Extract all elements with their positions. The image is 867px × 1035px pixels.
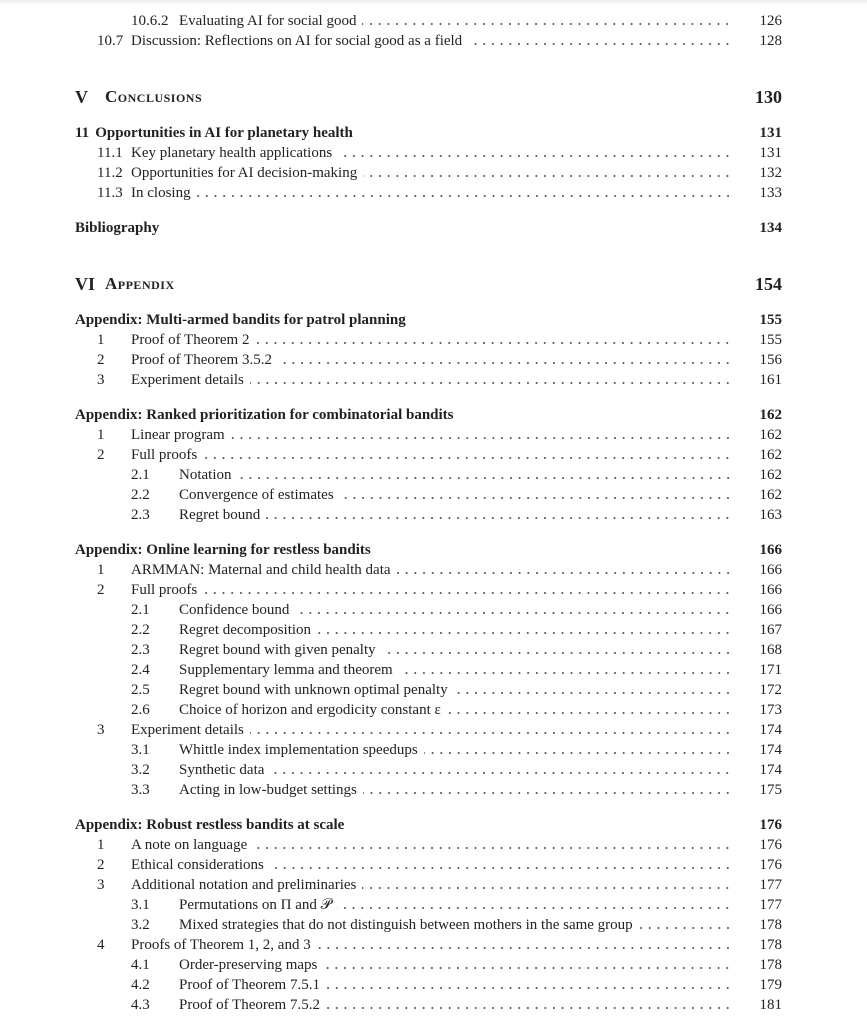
dot-leader xyxy=(231,425,732,445)
page-number: 178 xyxy=(759,917,782,933)
entry-number: 3.2 xyxy=(131,917,150,933)
entry-title: Regret bound with given penalty xyxy=(179,642,376,658)
entry-number: 3.1 xyxy=(131,742,150,758)
entry-title: Order-preserving maps xyxy=(179,957,318,973)
entry-title: Full proofs xyxy=(131,447,198,463)
dot-leader xyxy=(382,640,732,660)
dot-leader xyxy=(326,975,732,995)
page-number: 174 xyxy=(759,742,782,758)
dot-leader xyxy=(454,680,732,700)
dot-leader xyxy=(326,995,732,1015)
toc-entry[interactable] xyxy=(75,580,782,600)
entry-title: Conclusions xyxy=(105,87,203,106)
entry-number: 2.6 xyxy=(131,702,150,718)
entry-title: Supplementary lemma and theorem xyxy=(179,662,393,678)
entry-title: Appendix xyxy=(105,274,175,293)
page-number: 176 xyxy=(759,837,782,853)
toc-chapter[interactable] xyxy=(75,815,782,835)
page-number: 161 xyxy=(759,372,782,388)
toc-entry[interactable] xyxy=(75,720,782,740)
toc-chapter[interactable] xyxy=(75,405,782,425)
page-number: 134 xyxy=(759,220,782,236)
page-number: 155 xyxy=(759,332,782,348)
toc-entry[interactable] xyxy=(75,370,782,390)
toc-entry[interactable] xyxy=(131,11,782,31)
page-number: 133 xyxy=(759,185,782,201)
toc-entry[interactable] xyxy=(75,780,782,800)
dot-leader xyxy=(266,505,732,525)
page-number: 131 xyxy=(759,145,782,161)
entry-number: 4.1 xyxy=(131,957,150,973)
page-number: 155 xyxy=(759,312,782,328)
toc-entry[interactable] xyxy=(75,640,782,660)
entry-number: 3.2 xyxy=(131,762,150,778)
page-number: 166 xyxy=(759,542,782,558)
page-number: 172 xyxy=(759,682,782,698)
dot-leader xyxy=(338,143,732,163)
page-number: 163 xyxy=(759,507,782,523)
dot-leader xyxy=(203,580,732,600)
toc-part[interactable] xyxy=(75,85,782,109)
entry-title: Proof of Theorem 7.5.1 xyxy=(179,977,320,993)
toc-entry[interactable] xyxy=(75,143,782,163)
page-number: 176 xyxy=(759,817,782,833)
page-number: 175 xyxy=(759,782,782,798)
entry-number: 3 xyxy=(97,372,105,388)
page-number: 167 xyxy=(759,622,782,638)
page-number: 162 xyxy=(759,467,782,483)
toc-entry[interactable] xyxy=(75,183,782,203)
toc-entry[interactable] xyxy=(75,895,782,915)
entry-number: 2.1 xyxy=(131,602,150,618)
entry-title: Experiment details xyxy=(131,722,244,738)
dot-leader xyxy=(340,485,732,505)
entry-title: Linear program xyxy=(131,427,225,443)
entry-title: Experiment details xyxy=(131,372,244,388)
entry-number: 4.2 xyxy=(131,977,150,993)
toc-entry[interactable] xyxy=(75,760,782,780)
page-number: 162 xyxy=(759,427,782,443)
entry-number: 2.1 xyxy=(131,467,150,483)
entry-number: 1 xyxy=(97,562,105,578)
entry-title: In closing xyxy=(131,185,191,201)
entry-title: Choice of horizon and ergodicity constant ε xyxy=(179,702,441,718)
page-number: 178 xyxy=(759,957,782,973)
entry-number: V xyxy=(75,87,88,107)
entry-title: Synthetic data xyxy=(179,762,265,778)
entry-title: Convergence of estimates xyxy=(179,487,334,503)
dot-leader xyxy=(639,915,732,935)
entry-number: VI xyxy=(75,274,96,294)
entry-title: Appendix: Ranked prioritization for combinatorial bandits xyxy=(75,407,454,423)
entry-title: Permutations on Π and 𝒫 xyxy=(179,897,332,913)
dot-leader xyxy=(278,350,732,370)
entry-title: Opportunities for AI decision-making xyxy=(131,165,358,181)
dot-leader xyxy=(362,11,732,31)
dot-leader xyxy=(468,31,732,51)
dot-leader xyxy=(238,465,733,485)
entry-title: Mixed strategies that do not distinguish between mothers in the same group xyxy=(179,917,633,933)
entry-title: Opportunities in AI for planetary health xyxy=(95,125,353,141)
page-number: 174 xyxy=(759,722,782,738)
entry-title: Full proofs xyxy=(131,582,198,598)
entry-number: 11.2 xyxy=(97,165,123,181)
entry-title: Regret bound xyxy=(179,507,261,523)
toc-entry[interactable] xyxy=(75,935,782,955)
toc-entry[interactable] xyxy=(75,915,782,935)
page-number: 162 xyxy=(759,487,782,503)
entry-number: 3 xyxy=(97,722,105,738)
entry-title: Additional notation and preliminaries xyxy=(131,877,357,893)
page-number: 176 xyxy=(759,857,782,873)
dot-leader xyxy=(255,330,732,350)
dot-leader xyxy=(363,163,732,183)
entry-number: 11.1 xyxy=(97,145,123,161)
page-number: 126 xyxy=(759,13,782,29)
toc-entry[interactable] xyxy=(75,855,782,875)
entry-number: 2.2 xyxy=(131,622,150,638)
toc-entry[interactable] xyxy=(75,835,782,855)
entry-title: Proof of Theorem 3.5.2 xyxy=(131,352,272,368)
entry-title: Appendix: Robust restless bandits at scale xyxy=(75,817,345,833)
toc-entry[interactable] xyxy=(75,505,782,525)
toc-entry[interactable] xyxy=(75,350,782,370)
dot-leader xyxy=(317,935,732,955)
dot-leader xyxy=(337,895,732,915)
entry-number: 2.4 xyxy=(131,662,150,678)
entry-number: 11 xyxy=(75,125,90,141)
page-number: 162 xyxy=(759,447,782,463)
entry-number: 2.3 xyxy=(131,642,150,658)
dot-leader xyxy=(250,370,732,390)
toc-entry[interactable] xyxy=(75,620,782,640)
toc-entry[interactable] xyxy=(75,485,782,505)
toc-entry[interactable] xyxy=(75,600,782,620)
entry-title: Discussion: Reflections on AI for social good as a field xyxy=(131,33,463,49)
page-number: 178 xyxy=(759,937,782,953)
page-number: 179 xyxy=(759,977,782,993)
page-number: 130 xyxy=(755,87,782,107)
entry-number: 11.3 xyxy=(97,185,123,201)
entry-title: Proof of Theorem 7.5.2 xyxy=(179,997,320,1013)
entry-title: Bibliography xyxy=(75,220,160,236)
dot-leader xyxy=(363,780,732,800)
page-number: 166 xyxy=(759,602,782,618)
dot-leader xyxy=(295,600,732,620)
toc-entry[interactable] xyxy=(75,465,782,485)
entry-number: 4 xyxy=(97,937,105,953)
dot-leader xyxy=(323,955,732,975)
page-number: 131 xyxy=(759,125,782,141)
entry-number: 3 xyxy=(97,877,105,893)
entry-number: 2.2 xyxy=(131,487,150,503)
dot-leader xyxy=(397,560,732,580)
entry-number: 2 xyxy=(97,857,105,873)
toc-entry[interactable] xyxy=(75,700,782,720)
toc-entry[interactable] xyxy=(75,31,782,51)
entry-title: Key planetary health applications xyxy=(131,145,333,161)
dot-leader xyxy=(424,740,732,760)
entry-number: 2.5 xyxy=(131,682,150,698)
toc-entry[interactable] xyxy=(75,660,782,680)
dot-leader xyxy=(317,620,732,640)
entry-title: Acting in low-budget settings xyxy=(179,782,357,798)
entry-number: 1 xyxy=(97,837,105,853)
entry-number: 2 xyxy=(97,352,105,368)
entry-title: Appendix: Online learning for restless bandits xyxy=(75,542,371,558)
page-number: 132 xyxy=(759,165,782,181)
entry-title: Evaluating AI for social good xyxy=(179,13,357,29)
toc-entry[interactable] xyxy=(75,680,782,700)
dot-leader xyxy=(250,720,732,740)
entry-title: Proofs of Theorem 1, 2, and 3 xyxy=(131,937,311,953)
entry-title: ARMMAN: Maternal and child health data xyxy=(131,562,391,578)
page-number: 177 xyxy=(759,877,782,893)
dot-leader xyxy=(253,835,732,855)
entry-title: Proof of Theorem 2 xyxy=(131,332,250,348)
page-number: 166 xyxy=(759,562,782,578)
entry-title: Ethical considerations xyxy=(131,857,264,873)
entry-number: 10.6.2 xyxy=(131,13,169,29)
toc-chapter[interactable] xyxy=(75,540,782,560)
page-number: 181 xyxy=(759,997,782,1013)
entry-number: 4.3 xyxy=(131,997,150,1013)
dot-leader xyxy=(447,700,732,720)
page-number: 156 xyxy=(759,352,782,368)
page-number: 177 xyxy=(759,897,782,913)
page-number: 166 xyxy=(759,582,782,598)
page-number: 162 xyxy=(759,407,782,423)
toc-chapter[interactable] xyxy=(75,218,782,238)
page-number: 128 xyxy=(759,33,782,49)
toc-entry[interactable] xyxy=(75,560,782,580)
dot-leader xyxy=(270,760,732,780)
entry-title: Regret decomposition xyxy=(179,622,312,638)
toc-entry[interactable] xyxy=(75,163,782,183)
toc-entry[interactable] xyxy=(75,330,782,350)
page-number: 154 xyxy=(755,274,782,294)
toc-entry[interactable] xyxy=(75,740,782,760)
entry-title: Notation xyxy=(179,467,232,483)
toc-entry[interactable] xyxy=(75,875,782,895)
dot-leader xyxy=(399,660,732,680)
entry-number: 1 xyxy=(97,427,105,443)
entry-number: 10.7 xyxy=(97,33,124,49)
toc-entry[interactable] xyxy=(75,995,782,1015)
dot-leader xyxy=(270,855,732,875)
page-number: 174 xyxy=(759,762,782,778)
toc-part[interactable] xyxy=(75,272,782,296)
toc-entry[interactable] xyxy=(75,955,782,975)
entry-number: 3.1 xyxy=(131,897,150,913)
entry-number: 2.3 xyxy=(131,507,150,523)
page-number: 173 xyxy=(759,702,782,718)
toc-entry[interactable] xyxy=(75,975,782,995)
toc-entry[interactable] xyxy=(75,445,782,465)
entry-number: 2 xyxy=(97,447,105,463)
dot-leader xyxy=(362,875,732,895)
page-number: 171 xyxy=(759,662,782,678)
entry-title: Confidence bound xyxy=(179,602,290,618)
entry-title: Whittle index implementation speedups xyxy=(179,742,418,758)
entry-title: Appendix: Multi-armed bandits for patrol planning xyxy=(75,312,406,328)
entry-number: 2 xyxy=(97,582,105,598)
entry-number: 3.3 xyxy=(131,782,150,798)
page-number: 168 xyxy=(759,642,782,658)
entry-number: 1 xyxy=(97,332,105,348)
toc-entry[interactable] xyxy=(75,425,782,445)
toc-chapter[interactable] xyxy=(75,310,782,330)
entry-title: Regret bound with unknown optimal penalty xyxy=(179,682,448,698)
entry-title: A note on language xyxy=(131,837,248,853)
dot-leader xyxy=(197,183,732,203)
dot-leader xyxy=(203,445,732,465)
toc-chapter[interactable] xyxy=(75,123,782,143)
